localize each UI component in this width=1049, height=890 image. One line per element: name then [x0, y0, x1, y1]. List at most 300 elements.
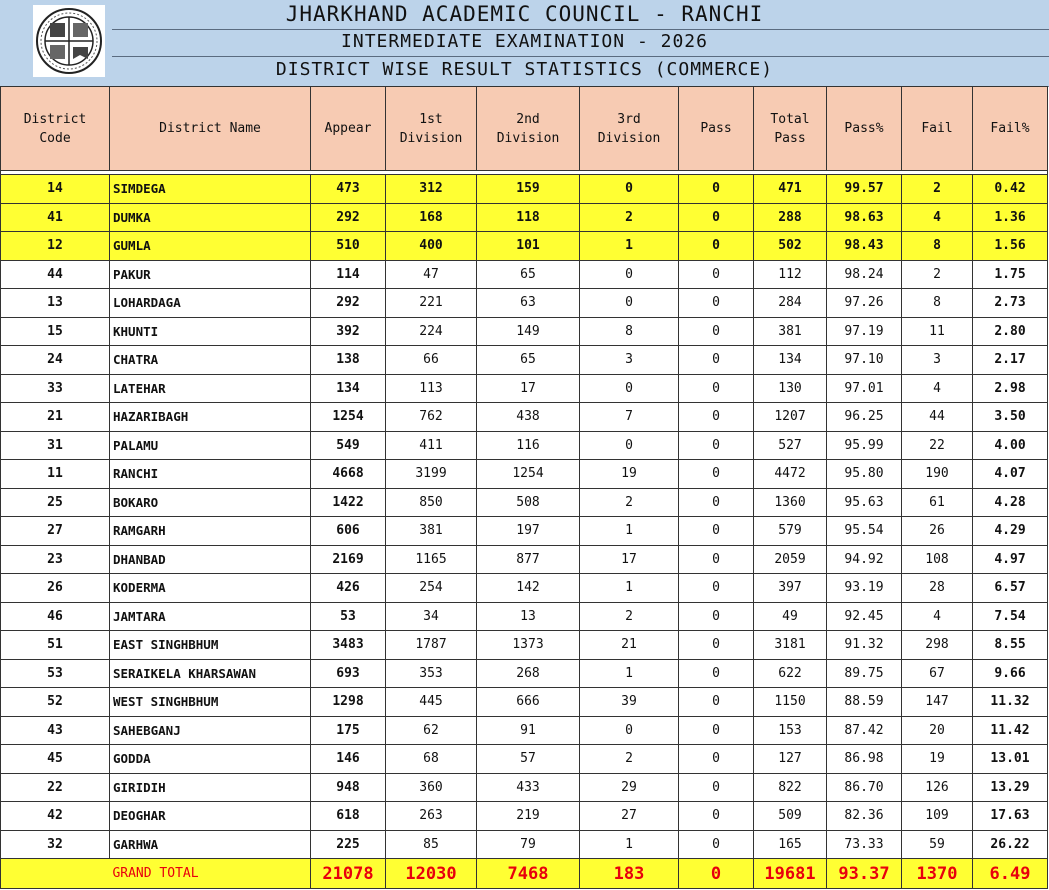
pass-percent-cell: 97.26	[827, 289, 902, 318]
fail-cell: 67	[902, 659, 973, 688]
pass-percent-cell: 97.10	[827, 346, 902, 375]
appear-cell: 948	[311, 773, 386, 802]
second-division-cell: 65	[477, 346, 580, 375]
district-code-cell: 14	[1, 175, 110, 204]
second-division-cell: 91	[477, 716, 580, 745]
fail-cell: 2	[902, 260, 973, 289]
pass-cell: 0	[679, 460, 754, 489]
appear-cell: 175	[311, 716, 386, 745]
district-name-cell: LATEHAR	[110, 374, 311, 403]
second-division-cell: 13	[477, 602, 580, 631]
fail-percent-cell: 9.66	[973, 659, 1048, 688]
exam-title: INTERMEDIATE EXAMINATION - 2026	[341, 31, 708, 52]
second-division-cell: 101	[477, 232, 580, 261]
first-division-cell: 850	[386, 488, 477, 517]
total-pass-cell: 1207	[754, 403, 827, 432]
table-row	[1, 317, 1048, 346]
district-name-cell: WEST SINGHBHUM	[110, 688, 311, 717]
pass-percent-cell: 98.24	[827, 260, 902, 289]
first-division-cell: 762	[386, 403, 477, 432]
col-header-fail-percent: Fail%	[973, 87, 1048, 171]
second-division-cell: 149	[477, 317, 580, 346]
pass-cell: 0	[679, 346, 754, 375]
fail-percent-cell: 1.56	[973, 232, 1048, 261]
header-divider	[112, 56, 1049, 57]
third-division-cell: 3	[580, 346, 679, 375]
col-header-appear: Appear	[311, 87, 386, 171]
total-pass-cell: 288	[754, 203, 827, 232]
pass-percent-cell: 88.59	[827, 688, 902, 717]
first-division-cell: 3199	[386, 460, 477, 489]
pass-cell: 0	[679, 260, 754, 289]
fail-cell: 108	[902, 545, 973, 574]
appear-cell: 549	[311, 431, 386, 460]
fail-cell: 4	[902, 602, 973, 631]
district-name-cell: DEOGHAR	[110, 802, 311, 831]
pass-percent-cell: 91.32	[827, 631, 902, 660]
district-code-cell: 11	[1, 460, 110, 489]
second-division-cell: 1254	[477, 460, 580, 489]
fail-cell: 3	[902, 346, 973, 375]
fail-percent-cell: 11.42	[973, 716, 1048, 745]
pass-cell: 0	[679, 688, 754, 717]
district-name-cell: EAST SINGHBHUM	[110, 631, 311, 660]
district-name-cell: RAMGARH	[110, 517, 311, 546]
fail-percent-cell: 2.80	[973, 317, 1048, 346]
third-division-cell: 0	[580, 716, 679, 745]
third-division-cell: 0	[580, 289, 679, 318]
first-division-cell: 168	[386, 203, 477, 232]
third-division-cell: 0	[580, 374, 679, 403]
district-name-cell: SAHEBGANJ	[110, 716, 311, 745]
second-division-cell: 433	[477, 773, 580, 802]
fail-cell: 190	[902, 460, 973, 489]
district-code-cell: 22	[1, 773, 110, 802]
district-code-cell: 13	[1, 289, 110, 318]
pass-percent-cell: 92.45	[827, 602, 902, 631]
first-division-cell: 1165	[386, 545, 477, 574]
first-division-cell: 34	[386, 602, 477, 631]
fail-percent-cell: 2.17	[973, 346, 1048, 375]
fail-percent-cell: 4.97	[973, 545, 1048, 574]
fail-percent-cell: 4.29	[973, 517, 1048, 546]
table-row	[1, 688, 1048, 717]
first-division-cell: 224	[386, 317, 477, 346]
district-name-cell: BOKARO	[110, 488, 311, 517]
district-code-cell: 21	[1, 403, 110, 432]
district-name-cell: PALAMU	[110, 431, 311, 460]
total-third-division: 183	[580, 859, 679, 889]
table-row	[1, 232, 1048, 261]
table-row	[1, 431, 1048, 460]
fail-percent-cell: 2.73	[973, 289, 1048, 318]
total-fail: 1370	[902, 859, 973, 889]
table-row	[1, 631, 1048, 660]
fail-cell: 61	[902, 488, 973, 517]
col-header-fail: Fail	[902, 87, 973, 171]
pass-cell: 0	[679, 659, 754, 688]
fail-percent-cell: 11.32	[973, 688, 1048, 717]
district-code-cell: 42	[1, 802, 110, 831]
first-division-cell: 66	[386, 346, 477, 375]
third-division-cell: 2	[580, 488, 679, 517]
district-name-cell: PAKUR	[110, 260, 311, 289]
district-name-cell: GIRIDIH	[110, 773, 311, 802]
district-code-cell: 53	[1, 659, 110, 688]
third-division-cell: 1	[580, 232, 679, 261]
pass-cell: 0	[679, 403, 754, 432]
pass-cell: 0	[679, 716, 754, 745]
second-division-cell: 17	[477, 374, 580, 403]
first-division-cell: 113	[386, 374, 477, 403]
fail-percent-cell: 7.54	[973, 602, 1048, 631]
appear-cell: 618	[311, 802, 386, 831]
total-pass-cell: 3181	[754, 631, 827, 660]
fail-cell: 2	[902, 175, 973, 204]
table-row	[1, 374, 1048, 403]
fail-cell: 4	[902, 203, 973, 232]
table-row	[1, 602, 1048, 631]
fail-cell: 22	[902, 431, 973, 460]
appear-cell: 473	[311, 175, 386, 204]
pass-percent-cell: 95.99	[827, 431, 902, 460]
first-division-cell: 263	[386, 802, 477, 831]
fail-percent-cell: 2.98	[973, 374, 1048, 403]
third-division-cell: 0	[580, 175, 679, 204]
total-pass-cell: 284	[754, 289, 827, 318]
total-total-pass: 19681	[754, 859, 827, 889]
pass-cell: 0	[679, 431, 754, 460]
pass-percent-cell: 98.63	[827, 203, 902, 232]
district-code-cell: 44	[1, 260, 110, 289]
first-division-cell: 353	[386, 659, 477, 688]
pass-percent-cell: 95.80	[827, 460, 902, 489]
fail-percent-cell: 4.00	[973, 431, 1048, 460]
col-header-pass-percent: Pass%	[827, 87, 902, 171]
third-division-cell: 29	[580, 773, 679, 802]
district-name-cell: KODERMA	[110, 574, 311, 603]
district-code-cell: 45	[1, 745, 110, 774]
table-row	[1, 203, 1048, 232]
total-pass-cell: 1360	[754, 488, 827, 517]
fail-percent-cell: 13.29	[973, 773, 1048, 802]
fail-percent-cell: 1.36	[973, 203, 1048, 232]
total-pass-cell: 153	[754, 716, 827, 745]
table-row	[1, 460, 1048, 489]
third-division-cell: 1	[580, 659, 679, 688]
total-pass-cell: 822	[754, 773, 827, 802]
pass-percent-cell: 99.57	[827, 175, 902, 204]
pass-percent-cell: 95.63	[827, 488, 902, 517]
total-pass-cell: 112	[754, 260, 827, 289]
second-division-cell: 63	[477, 289, 580, 318]
appear-cell: 1422	[311, 488, 386, 517]
table-row	[1, 574, 1048, 603]
total-second-division: 7468	[477, 859, 580, 889]
third-division-cell: 0	[580, 431, 679, 460]
pass-cell: 0	[679, 631, 754, 660]
pass-cell: 0	[679, 317, 754, 346]
fail-percent-cell: 1.75	[973, 260, 1048, 289]
second-division-cell: 65	[477, 260, 580, 289]
district-name-cell: SERAIKELA KHARSAWAN	[110, 659, 311, 688]
fail-cell: 8	[902, 289, 973, 318]
pass-cell: 0	[679, 602, 754, 631]
pass-percent-cell: 89.75	[827, 659, 902, 688]
table-row	[1, 659, 1048, 688]
first-division-cell: 400	[386, 232, 477, 261]
pass-percent-cell: 82.36	[827, 802, 902, 831]
fail-percent-cell: 4.07	[973, 460, 1048, 489]
third-division-cell: 21	[580, 631, 679, 660]
pass-cell: 0	[679, 203, 754, 232]
second-division-cell: 197	[477, 517, 580, 546]
second-division-cell: 438	[477, 403, 580, 432]
pass-cell: 0	[679, 830, 754, 859]
report-header	[0, 0, 1049, 87]
third-division-cell: 2	[580, 745, 679, 774]
third-division-cell: 19	[580, 460, 679, 489]
third-division-cell: 2	[580, 602, 679, 631]
pass-percent-cell: 93.19	[827, 574, 902, 603]
district-code-cell: 43	[1, 716, 110, 745]
pass-cell: 0	[679, 517, 754, 546]
third-division-cell: 1	[580, 830, 679, 859]
fail-percent-cell: 13.01	[973, 745, 1048, 774]
first-division-cell: 68	[386, 745, 477, 774]
second-division-cell: 1373	[477, 631, 580, 660]
second-division-cell: 666	[477, 688, 580, 717]
district-name-cell: HAZARIBAGH	[110, 403, 311, 432]
third-division-cell: 27	[580, 802, 679, 831]
district-code-cell: 41	[1, 203, 110, 232]
appear-cell: 53	[311, 602, 386, 631]
header-divider	[112, 29, 1049, 30]
second-division-cell: 57	[477, 745, 580, 774]
fail-cell: 8	[902, 232, 973, 261]
pass-cell: 0	[679, 289, 754, 318]
col-header-1st-division: 1st Division	[386, 87, 477, 171]
pass-percent-cell: 73.33	[827, 830, 902, 859]
fail-cell: 11	[902, 317, 973, 346]
total-fail-percent: 6.49	[973, 859, 1048, 889]
fail-cell: 28	[902, 574, 973, 603]
col-header-district-name: District Name	[110, 87, 311, 171]
third-division-cell: 17	[580, 545, 679, 574]
appear-cell: 134	[311, 374, 386, 403]
pass-cell: 0	[679, 545, 754, 574]
col-header-district-code: District Code	[1, 87, 110, 171]
appear-cell: 1254	[311, 403, 386, 432]
fail-cell: 20	[902, 716, 973, 745]
table-row	[1, 403, 1048, 432]
council-title: JHARKHAND ACADEMIC COUNCIL - RANCHI	[285, 2, 764, 26]
fail-cell: 147	[902, 688, 973, 717]
second-division-cell: 219	[477, 802, 580, 831]
table-row	[1, 830, 1048, 859]
fail-cell: 109	[902, 802, 973, 831]
third-division-cell: 8	[580, 317, 679, 346]
appear-cell: 2169	[311, 545, 386, 574]
table-row	[1, 346, 1048, 375]
third-division-cell: 39	[580, 688, 679, 717]
pass-percent-cell: 86.70	[827, 773, 902, 802]
first-division-cell: 411	[386, 431, 477, 460]
district-name-cell: GUMLA	[110, 232, 311, 261]
pass-cell: 0	[679, 802, 754, 831]
total-pass-cell: 397	[754, 574, 827, 603]
district-name-cell: CHATRA	[110, 346, 311, 375]
col-header-3rd-division: 3rd Division	[580, 87, 679, 171]
total-pass-cell: 134	[754, 346, 827, 375]
appear-cell: 606	[311, 517, 386, 546]
pass-percent-cell: 94.92	[827, 545, 902, 574]
district-code-cell: 46	[1, 602, 110, 631]
pass-cell: 0	[679, 232, 754, 261]
district-name-cell: DUMKA	[110, 203, 311, 232]
district-code-cell: 52	[1, 688, 110, 717]
district-code-cell: 51	[1, 631, 110, 660]
pass-cell: 0	[679, 488, 754, 517]
table-row	[1, 773, 1048, 802]
appear-cell: 426	[311, 574, 386, 603]
report-title: DISTRICT WISE RESULT STATISTICS (COMMERCE)	[275, 59, 774, 80]
table-row	[1, 745, 1048, 774]
district-name-cell: RANCHI	[110, 460, 311, 489]
third-division-cell: 1	[580, 574, 679, 603]
fail-cell: 19	[902, 745, 973, 774]
district-name-cell: SIMDEGA	[110, 175, 311, 204]
col-header-total-pass: Total Pass	[754, 87, 827, 171]
pass-cell: 0	[679, 745, 754, 774]
total-pass-cell: 1150	[754, 688, 827, 717]
fail-percent-cell: 4.28	[973, 488, 1048, 517]
pass-percent-cell: 95.54	[827, 517, 902, 546]
district-code-cell: 12	[1, 232, 110, 261]
col-header-pass: Pass	[679, 87, 754, 171]
district-code-cell: 26	[1, 574, 110, 603]
third-division-cell: 0	[580, 260, 679, 289]
district-code-cell: 15	[1, 317, 110, 346]
pass-percent-cell: 97.01	[827, 374, 902, 403]
fail-percent-cell: 17.63	[973, 802, 1048, 831]
fail-percent-cell: 8.55	[973, 631, 1048, 660]
table-row	[1, 545, 1048, 574]
pass-cell: 0	[679, 773, 754, 802]
fail-percent-cell: 3.50	[973, 403, 1048, 432]
total-pass-percent: 93.37	[827, 859, 902, 889]
grand-total-row	[1, 859, 1048, 889]
first-division-cell: 381	[386, 517, 477, 546]
first-division-cell: 221	[386, 289, 477, 318]
fail-cell: 126	[902, 773, 973, 802]
total-pass-cell: 4472	[754, 460, 827, 489]
total-pass-cell: 579	[754, 517, 827, 546]
table-row	[1, 260, 1048, 289]
appear-cell: 4668	[311, 460, 386, 489]
total-pass-cell: 49	[754, 602, 827, 631]
first-division-cell: 85	[386, 830, 477, 859]
pass-percent-cell: 96.25	[827, 403, 902, 432]
pass-percent-cell: 98.43	[827, 232, 902, 261]
second-division-cell: 116	[477, 431, 580, 460]
total-pass-cell: 509	[754, 802, 827, 831]
district-code-cell: 24	[1, 346, 110, 375]
district-code-cell: 23	[1, 545, 110, 574]
pass-cell: 0	[679, 374, 754, 403]
fail-cell: 4	[902, 374, 973, 403]
appear-cell: 693	[311, 659, 386, 688]
fail-cell: 26	[902, 517, 973, 546]
fail-percent-cell: 26.22	[973, 830, 1048, 859]
appear-cell: 292	[311, 203, 386, 232]
table-row	[1, 175, 1048, 204]
total-pass-cell: 471	[754, 175, 827, 204]
total-pass-cell: 2059	[754, 545, 827, 574]
table-header-row	[1, 87, 1048, 171]
district-name-cell: DHANBAD	[110, 545, 311, 574]
total-pass-cell: 502	[754, 232, 827, 261]
appear-cell: 225	[311, 830, 386, 859]
pass-cell: 0	[679, 175, 754, 204]
third-division-cell: 7	[580, 403, 679, 432]
first-division-cell: 445	[386, 688, 477, 717]
second-division-cell: 159	[477, 175, 580, 204]
fail-cell: 59	[902, 830, 973, 859]
second-division-cell: 268	[477, 659, 580, 688]
district-results-table	[0, 86, 1048, 889]
district-code-cell: 32	[1, 830, 110, 859]
second-division-cell: 877	[477, 545, 580, 574]
appear-cell: 292	[311, 289, 386, 318]
appear-cell: 114	[311, 260, 386, 289]
district-name-cell: GARHWA	[110, 830, 311, 859]
district-code-cell: 27	[1, 517, 110, 546]
district-code-cell: 31	[1, 431, 110, 460]
first-division-cell: 254	[386, 574, 477, 603]
total-pass: 0	[679, 859, 754, 889]
appear-cell: 146	[311, 745, 386, 774]
table-row	[1, 289, 1048, 318]
third-division-cell: 2	[580, 203, 679, 232]
total-pass-cell: 127	[754, 745, 827, 774]
first-division-cell: 62	[386, 716, 477, 745]
second-division-cell: 142	[477, 574, 580, 603]
appear-cell: 1298	[311, 688, 386, 717]
table-row	[1, 517, 1048, 546]
second-division-cell: 508	[477, 488, 580, 517]
appear-cell: 3483	[311, 631, 386, 660]
table-row	[1, 716, 1048, 745]
total-pass-cell: 622	[754, 659, 827, 688]
total-appear: 21078	[311, 859, 386, 889]
first-division-cell: 312	[386, 175, 477, 204]
total-pass-cell: 381	[754, 317, 827, 346]
second-division-cell: 79	[477, 830, 580, 859]
total-pass-cell: 130	[754, 374, 827, 403]
pass-percent-cell: 97.19	[827, 317, 902, 346]
total-pass-cell: 165	[754, 830, 827, 859]
table-row	[1, 488, 1048, 517]
district-code-cell: 33	[1, 374, 110, 403]
appear-cell: 510	[311, 232, 386, 261]
total-pass-cell: 527	[754, 431, 827, 460]
appear-cell: 392	[311, 317, 386, 346]
district-name-cell: GODDA	[110, 745, 311, 774]
first-division-cell: 47	[386, 260, 477, 289]
col-header-2nd-division: 2nd Division	[477, 87, 580, 171]
pass-percent-cell: 87.42	[827, 716, 902, 745]
